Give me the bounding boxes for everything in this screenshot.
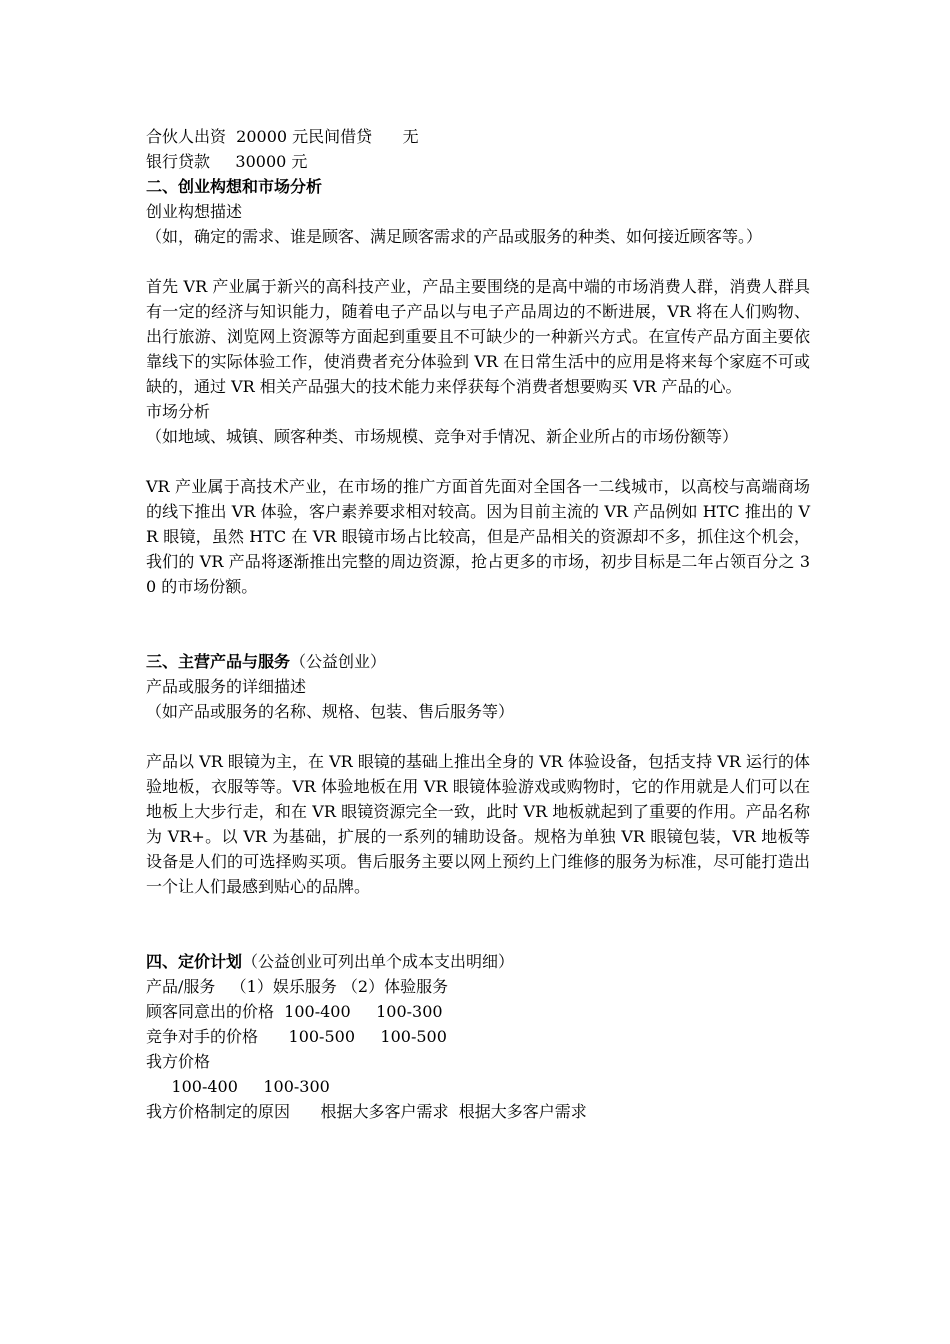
spacer bbox=[146, 449, 810, 474]
concept-hint: （如，确定的需求、谁是顾客、满足顾客需求的产品或服务的种类、如何接近顾客等。） bbox=[146, 227, 763, 246]
market-hint: （如地域、城镇、顾客种类、市场规模、竞争对手情况、新企业所占的市场份额等） bbox=[146, 427, 739, 446]
detail-body: 产品以 VR 眼镜为主，在 VR 眼镜的基础上推出全身的 VR 体验设备，包括支持 VR 运行的体验地板，衣服等等。VR 体验地板在用 VR 眼镜体验游戏或购物时，它的作用就是人们可以在地板上大步行走，和在 VR 眼镜资源完全一致，此时 VR 地板就起到了重要的作用。产品名称为 VR+。以 VR 为基础，扩展的一系列的辅助设备。规格为单独 VR 眼镜包装，VR 地板等设备是人们的可选择购买项。售后服务主要以网上预约上门维修的服务为标准，尽可能打造出一个让人们最感到贴心的品牌。 bbox=[146, 752, 810, 896]
section3-heading-line bbox=[146, 649, 810, 674]
section3-heading-note: （公益创业） bbox=[290, 652, 387, 671]
pricing-row: 100-400 100-300 bbox=[146, 1077, 330, 1096]
funding-bank-line: 银行贷款 30000 元 bbox=[146, 152, 308, 171]
spacer bbox=[146, 724, 810, 749]
detail-label: 产品或服务的详细描述 bbox=[146, 677, 307, 696]
section4-heading-line bbox=[146, 949, 810, 974]
spacer bbox=[146, 899, 810, 949]
pricing-row: 竞争对手的价格 100-500 100-500 bbox=[146, 1027, 447, 1046]
section4-heading: 四、定价计划 bbox=[146, 952, 243, 971]
section2-heading: 二、创业构想和市场分析 bbox=[146, 177, 323, 196]
pricing-row: 产品/服务 （1）娱乐服务 （2）体验服务 bbox=[146, 977, 449, 996]
funding-partner-line: 合伙人出资 20000 元民间借贷 无 bbox=[146, 127, 419, 146]
detail-hint: （如产品或服务的名称、规格、包装、售后服务等） bbox=[146, 702, 515, 721]
spacer bbox=[146, 249, 810, 274]
section4-heading-note: （公益创业可列出单个成本支出明细） bbox=[242, 952, 515, 971]
document-page bbox=[146, 124, 810, 1124]
pricing-row: 我方价格 bbox=[146, 1052, 211, 1071]
spacer bbox=[146, 599, 810, 649]
market-body: VR 产业属于高技术产业，在市场的推广方面首先面对全国各一二线城市，以高校与高端商场的线下推出 VR 体验，客户素养要求相对较高。因为目前主流的 VR 产品例如 HTC 推出的 VR 眼镜，虽然 HTC 在 VR 眼镜市场占比较高，但是产品相关的资源却不多，抓住这个机会，我们的 VR 产品将逐渐推出完整的周边资源，抢占更多的市场，初步目标是二年占领百分之 30 的市场份额。 bbox=[146, 477, 810, 596]
pricing-row: 我方价格制定的原因 根据大多客户需求 根据大多客户需求 bbox=[146, 1102, 587, 1121]
concept-label: 创业构想描述 bbox=[146, 202, 243, 221]
concept-body: 首先 VR 产业属于新兴的高科技产业，产品主要围绕的是高中端的市场消费人群，消费人群具有一定的经济与知识能力，随着电子产品以与电子产品周边的不断进展，VR 将在人们购物、出行旅游、浏览网上资源等方面起到重要且不可缺少的一种新兴方式。在宣传产品方面主要依靠线下的实际体验工作，使消费者充分体验到 VR 在日常生活中的应用是将来每个家庭不可或缺的，通过 VR 相关产品强大的技术能力来俘获每个消费者想要购买 VR 产品的心。 bbox=[146, 277, 810, 396]
pricing-row: 顾客同意出的价格 100-400 100-300 bbox=[146, 1002, 443, 1021]
section3-heading: 三、主营产品与服务 bbox=[146, 652, 291, 671]
market-label: 市场分析 bbox=[146, 402, 211, 421]
